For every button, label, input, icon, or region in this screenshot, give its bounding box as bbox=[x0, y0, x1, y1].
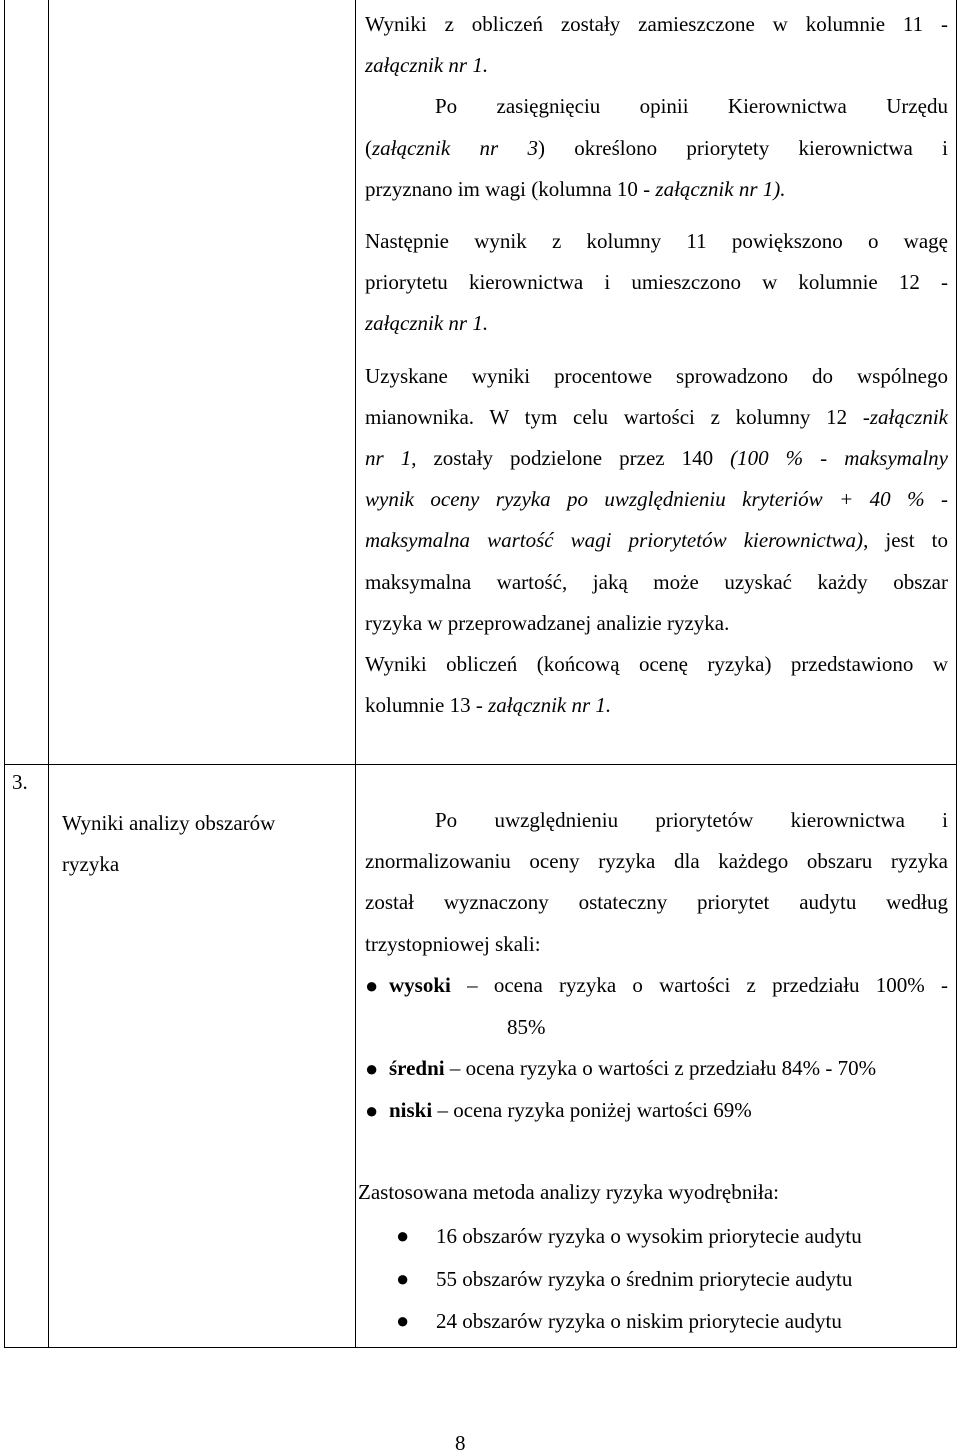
risk-levels-list bbox=[365, 965, 948, 1131]
paragraph-line: mianownika. W tym celu wartości z kolumny 12 -załącznik bbox=[365, 404, 948, 429]
paragraph-line: przyznano im wagi (kolumna 10 - załącznik nr 1). bbox=[365, 176, 786, 201]
row2-content-cell bbox=[365, 4, 948, 726]
bullet-icon: ● bbox=[365, 1097, 379, 1123]
table-border-col1 bbox=[48, 0, 49, 1348]
paragraph-line: Uzyskane wyniki procentowe sprowadzono do wspólnego bbox=[365, 363, 948, 388]
row-number bbox=[12, 770, 28, 795]
row-title-line: ryzyka bbox=[62, 852, 120, 876]
summary-item: ● 24 obszarów ryzyka o niskim priorytecie audytu bbox=[436, 1300, 946, 1343]
paragraph-line: (załącznik nr 3) określono priorytety kierownictwa i bbox=[365, 135, 948, 160]
paragraph-line: znormalizowaniu oceny ryzyka dla każdego obszaru ryzyka bbox=[365, 849, 948, 874]
table-row-divider bbox=[4, 764, 957, 765]
summary-intro-text: Zastosowana metoda analizy ryzyka wyodrębniła: bbox=[358, 1180, 780, 1204]
paragraph-line: trzystopniowej skali: bbox=[365, 931, 541, 956]
paragraph-line: ryzyka w przeprowadzanej analizie ryzyka. bbox=[365, 610, 730, 635]
bullet-icon: ● bbox=[365, 973, 379, 998]
paragraph-line: załącznik nr 1. bbox=[365, 311, 489, 336]
paragraph-line: maksymalna wartość, jaką może uzyskać każdy obszar bbox=[365, 569, 948, 594]
row-title-line: Wyniki analizy obszarów bbox=[62, 811, 276, 835]
paragraph-line: kolumnie 13 - załącznik nr 1. bbox=[365, 693, 612, 718]
row3-title-cell bbox=[62, 803, 347, 885]
summary-item: ● 55 obszarów ryzyka o średnim priorytecie audytu bbox=[436, 1258, 946, 1301]
paragraph-line: priorytetu kierownictwa i umieszczono w kolumnie 12 - bbox=[365, 270, 948, 295]
page-number bbox=[455, 1431, 466, 1456]
risk-level-item: ● wysoki – ocena ryzyka o wartości z przedziału 100% - 85% bbox=[389, 965, 948, 1048]
table-border-bottom bbox=[4, 1347, 957, 1348]
table-border-right bbox=[956, 0, 957, 1348]
row-number-text: 3. bbox=[12, 770, 28, 794]
bullet-icon: ● bbox=[396, 1265, 410, 1291]
paragraph-line: Po zasięgnięciu opinii Kierownictwa Urzędu bbox=[435, 94, 948, 119]
bullet-icon: ● bbox=[396, 1223, 410, 1248]
paragraph-line: Po uwzględnieniu priorytetów kierownictwa i bbox=[435, 808, 948, 832]
paragraph-line: wynik oceny ryzyka po uwzględnieniu kryteriów + 40 % - bbox=[365, 487, 948, 512]
summary-list bbox=[396, 1215, 946, 1343]
paragraph-line: został wyznaczony ostateczny priorytet audytu według bbox=[365, 890, 948, 915]
risk-level-item: ● średni – ocena ryzyka o wartości z przedziału 84% - 70% bbox=[389, 1048, 948, 1090]
risk-level-item: ● niski – ocena ryzyka poniżej wartości 69% bbox=[389, 1090, 948, 1132]
page-number-text: 8 bbox=[455, 1431, 466, 1455]
bullet-icon: ● bbox=[396, 1308, 410, 1333]
row3-content-cell bbox=[365, 800, 948, 965]
paragraph-line: nr 1, zostały podzielone przez 140 (100 % - maksymalny bbox=[365, 446, 948, 471]
paragraph-line: maksymalna wartość wagi priorytetów kierownictwa), jest to bbox=[365, 528, 948, 553]
paragraph-line: Następnie wynik z kolumny 11 powiększono o wagę bbox=[365, 229, 948, 254]
paragraph-line: załącznik nr 1. bbox=[365, 53, 489, 78]
bullet-icon: ● bbox=[365, 1056, 379, 1081]
paragraph-line: Wyniki z obliczeń zostały zamieszczone w kolumnie 11 - bbox=[365, 12, 948, 36]
summary-intro bbox=[358, 1180, 779, 1205]
table-border-col2 bbox=[355, 0, 356, 1348]
table-border-left bbox=[4, 0, 5, 1348]
summary-item: ● 16 obszarów ryzyka o wysokim priorytecie audytu bbox=[436, 1215, 946, 1258]
paragraph-line: Wyniki obliczeń (końcową ocenę ryzyka) przedstawiono w bbox=[365, 652, 948, 677]
